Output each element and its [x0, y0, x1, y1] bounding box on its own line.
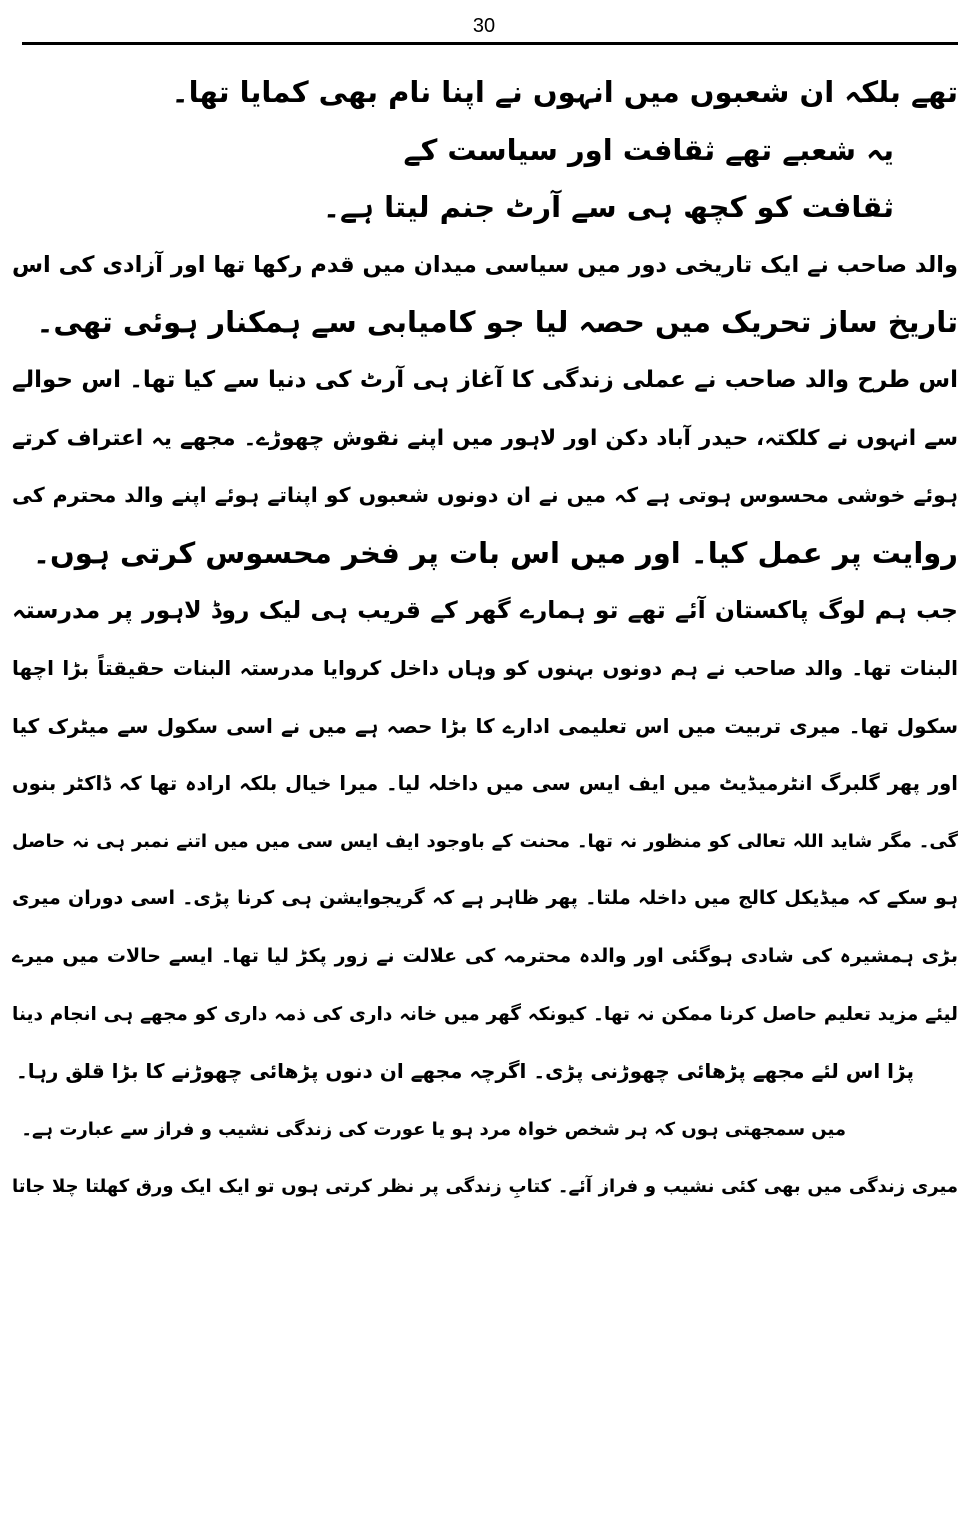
- header-rule: [22, 42, 958, 45]
- text-line: ہو سکے کہ میڈیکل کالج میں داخلہ ملتا۔ پھر ظاہر ہے کہ گریجوایشن ہی کرنا پڑی۔ اسی دوران میری: [12, 887, 958, 910]
- verse-line: یہ شعبے تھے ثقافت اور سیاست کے: [403, 132, 894, 167]
- page-number: 30: [472, 15, 496, 37]
- text-line: البنات تھا۔ والد صاحب نے ہم دونوں بہنوں کو وہاں داخل کروایا مدرستہ البنات حقیقتاً بڑا اچھا: [12, 655, 958, 680]
- text-line: سکول تھا۔ میری تربیت میں اس تعلیمی ادارے کا بڑا حصہ ہے میں نے اسی سکول سے میٹرک کیا: [12, 713, 958, 738]
- text-line: اور پھر گلبرگ انٹرمیڈیٹ میں ایف ایس سی میں داخلہ لیا۔ میرا خیال بلکہ ارادہ تھا کہ ڈاکٹر بنوں: [12, 772, 958, 796]
- text-line: سے انہوں نے کلکتہ، حیدر آباد دکن اور لاہور میں اپنے نقوش چھوڑے۔ مجھے یہ اعتراف کرتے: [12, 425, 958, 451]
- text-line: لیئے مزید تعلیم حاصل کرنا ممکن نہ تھا۔ کیونکہ گھر میں خانہ داری کی ذمہ داری کو مجھے ہی انجام دینا: [12, 1003, 958, 1025]
- page-body: [12, 64, 958, 1216]
- text-line: والد صاحب نے ایک تاریخی دور میں سیاسی میدان میں قدم رکھا تھا اور آزادی کی اس: [12, 251, 958, 278]
- text-line: تھے بلکہ ان شعبوں میں انہوں نے اپنا نام بھی کمایا تھا۔: [171, 75, 958, 109]
- text-line: اس طرح والد صاحب نے عملی زندگی کا آغاز ہی آرٹ کی دنیا سے کیا تھا۔ اس حوالے: [12, 366, 958, 393]
- text-line: روایت پر عمل کیا۔ اور میں اس بات پر فخر محسوس کرتی ہوں۔: [33, 535, 958, 570]
- text-line: گی۔ مگر شاید اللہ تعالی کو منظور نہ تھا۔ محنت کے باوجود ایف ایس سی میں میں اتنے نمبر ہی نہ حاصل: [12, 830, 958, 852]
- text-line: ہوئے خوشی محسوس ہوتی ہے کہ میں نے ان دونوں شعبوں کو اپناتے ہوئے اپنے والد محترم کی: [12, 483, 958, 508]
- text-line: میری زندگی میں بھی کئی نشیب و فراز آئے۔ کتابِ زندگی پر نظر کرتی ہوں تو ایک ایک ورق کھلتا چلا جاتا: [12, 1176, 958, 1198]
- text-line: جب ہم لوگ پاکستان آئے تھے تو ہمارے گھر کے قریب ہی لیک روڈ لاہور پر مدرستہ: [12, 596, 958, 625]
- verse-line: ثقافت کو کچھ ہی سے آرٹ جنم لیتا ہے۔: [323, 190, 894, 225]
- text-line: میں سمجھتی ہوں کہ ہر شخص خواہ مرد ہو یا عورت کی زندگی نشیب و فراز سے عبارت ہے۔: [21, 1118, 846, 1140]
- text-line: پڑا اس لئے مجھے پڑھائی چھوڑنی پڑی۔ اگرچہ مجھے ان دنوں پڑھائی چھوڑنے کا بڑا قلق رہا۔: [15, 1059, 914, 1084]
- text-line: بڑی ہمشیرہ کی شادی ہوگئی اور والدہ محترمہ کی علالت نے زور پکڑ لیا تھا۔ ایسے حالات میں میرے: [12, 944, 958, 967]
- text-line: تاریخ ساز تحریک میں حصہ لیا جو کامیابی سے ہمکنار ہوئی تھی۔: [36, 305, 958, 340]
